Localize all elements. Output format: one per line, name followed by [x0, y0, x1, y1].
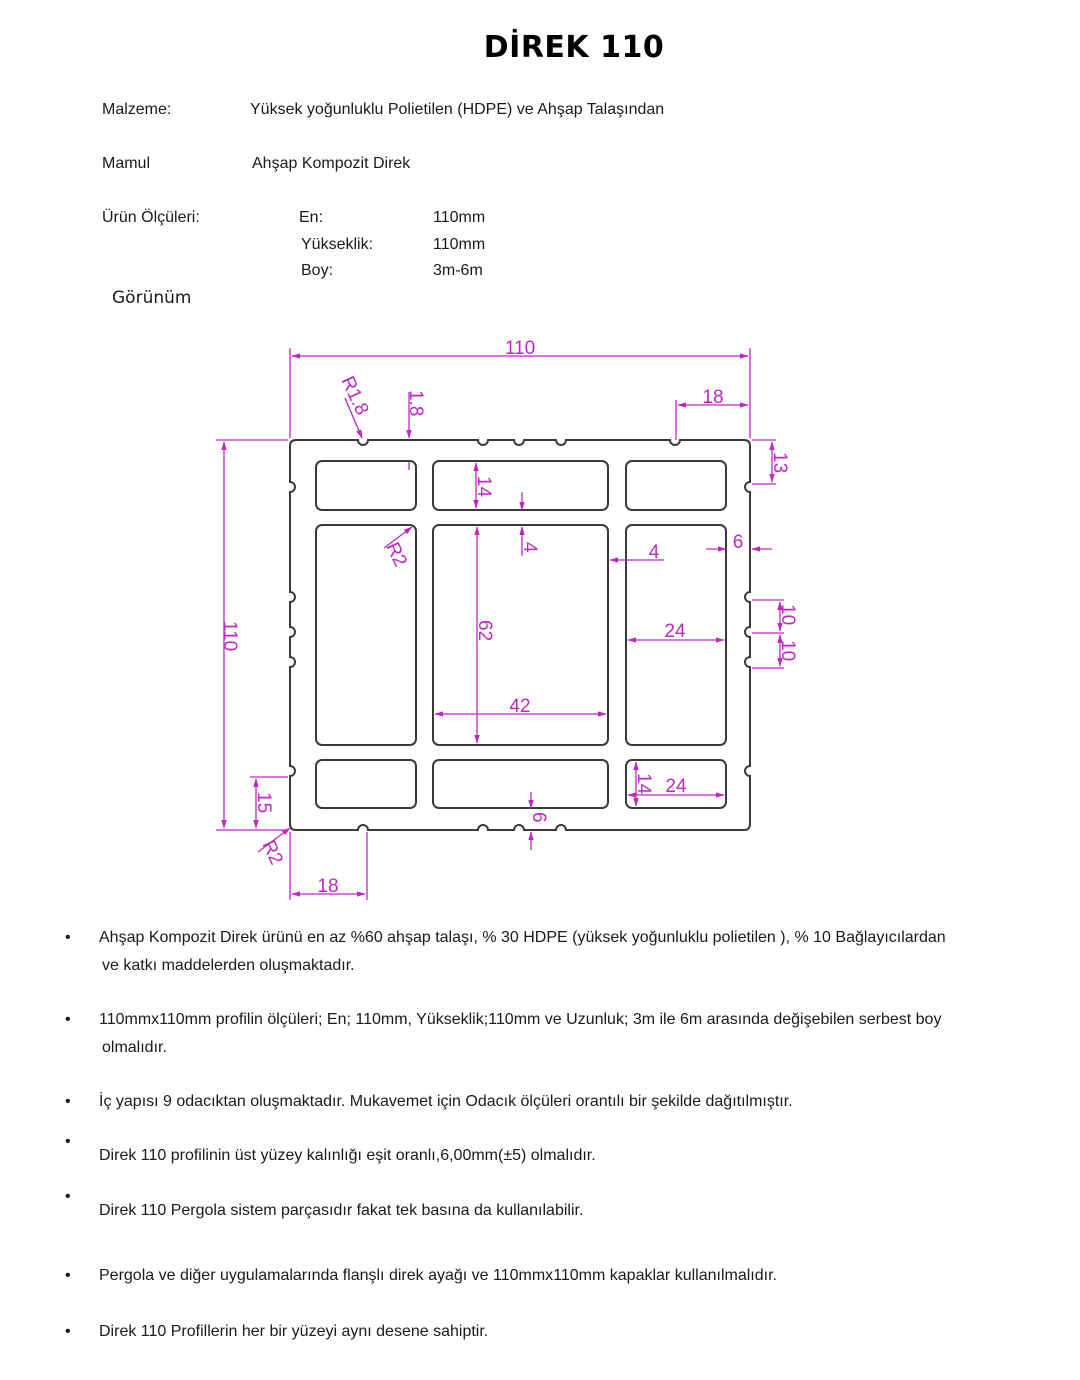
dim-bottom-left: 15	[253, 792, 274, 814]
dim-height-value: 110mm	[433, 236, 486, 253]
dim-width-value: 110mm	[433, 209, 486, 226]
dim-height-label: Yükseklik:	[301, 236, 374, 253]
dimension-lines	[216, 348, 784, 900]
dim-center-width: 42	[509, 696, 531, 717]
bullet-text: Direk 110 Profillerin her bir yüzeyi aynı desene sahiptir.	[99, 1323, 489, 1340]
dim-notch-a: 10	[777, 604, 798, 626]
dim-cell-gap: 4	[648, 542, 660, 563]
dim-top-right: 18	[702, 387, 724, 408]
product-label: Mamul	[102, 155, 151, 172]
dim-width-label: En:	[299, 209, 324, 226]
dim-length-label: Boy:	[301, 262, 334, 279]
dim-br-height: 14	[633, 773, 654, 795]
dim-right-wall: 6	[732, 532, 744, 553]
bullet-text: Direk 110 Pergola sistem parçasıdır fakat tek basına da kullanılabilir.	[99, 1202, 584, 1219]
dim-bottom-left-width: 18	[317, 876, 339, 897]
dim-bottom-radius: R2	[257, 837, 287, 869]
bullet-text: Ahşap Kompozit Direk ürünü en az %60 ahşap talaşı, % 30 HDPE (yüksek yoğunluklu polietilen ), % 10 Bağlayıcılardan	[99, 929, 946, 946]
dim-inner-radius: R2	[381, 539, 411, 571]
bullet-text-continued: olmalıdır.	[102, 1039, 167, 1056]
dim-top-width: 110	[504, 338, 536, 359]
bullet-symbol: •	[65, 1188, 71, 1205]
product-value: Ahşap Kompozit Direk	[252, 155, 411, 172]
material-label: Malzeme:	[102, 101, 172, 118]
bullet-symbol: •	[65, 1133, 71, 1150]
bullet-text: İç yapısı 9 odacıktan oluşmaktadır. Mukavemet için Odacık ölçüleri orantılı bir şekilde dağıtılmıştır.	[99, 1093, 793, 1110]
dim-notch-b: 10	[777, 640, 798, 662]
dimensions-label: Ürün Ölçüleri:	[102, 209, 200, 226]
bullet-symbol: •	[65, 1093, 71, 1110]
dim-top-gap: 1.8	[405, 390, 426, 417]
material-value: Yüksek yoğunluklu Polietilen (HDPE) ve Ahşap Talaşından	[250, 101, 665, 118]
dim-bottom-wall: 6	[528, 812, 549, 823]
dim-br-width: 24	[665, 776, 687, 797]
dim-cell-height: 14	[473, 476, 494, 498]
bullet-symbol: •	[65, 1011, 71, 1028]
page-title: DİREK 110	[483, 30, 665, 65]
dim-center-height: 62	[474, 620, 495, 642]
dim-wall: 4	[519, 542, 540, 553]
dim-length-value: 3m-6m	[433, 262, 483, 279]
dim-right-top: 13	[769, 452, 790, 474]
bullet-symbol: •	[65, 929, 71, 946]
bullet-text: 110mmx110mm profilin ölçüleri; En; 110mm, Yükseklik;110mm ve Uzunluk; 3m ile 6m arasında değişebilen serbest boy	[99, 1011, 942, 1028]
bullet-text: Pergola ve diğer uygulamalarında flanşlı direk ayağı ve 110mmx110mm kapaklar kullanılmalıdır.	[99, 1267, 777, 1284]
dim-left-height: 110	[219, 620, 240, 652]
section-title: Görünüm	[112, 288, 192, 308]
bullet-symbol: •	[65, 1323, 71, 1340]
dim-right-width: 24	[664, 621, 686, 642]
dim-top-radius: R1.8	[336, 373, 373, 419]
bullet-text-continued: ve katkı maddelerden oluşmaktadır.	[102, 957, 355, 974]
bullet-text: Direk 110 profilinin üst yüzey kalınlığı eşit oranlı,6,00mm(±5) olmalıdır.	[99, 1147, 596, 1164]
bullet-symbol: •	[65, 1267, 71, 1284]
